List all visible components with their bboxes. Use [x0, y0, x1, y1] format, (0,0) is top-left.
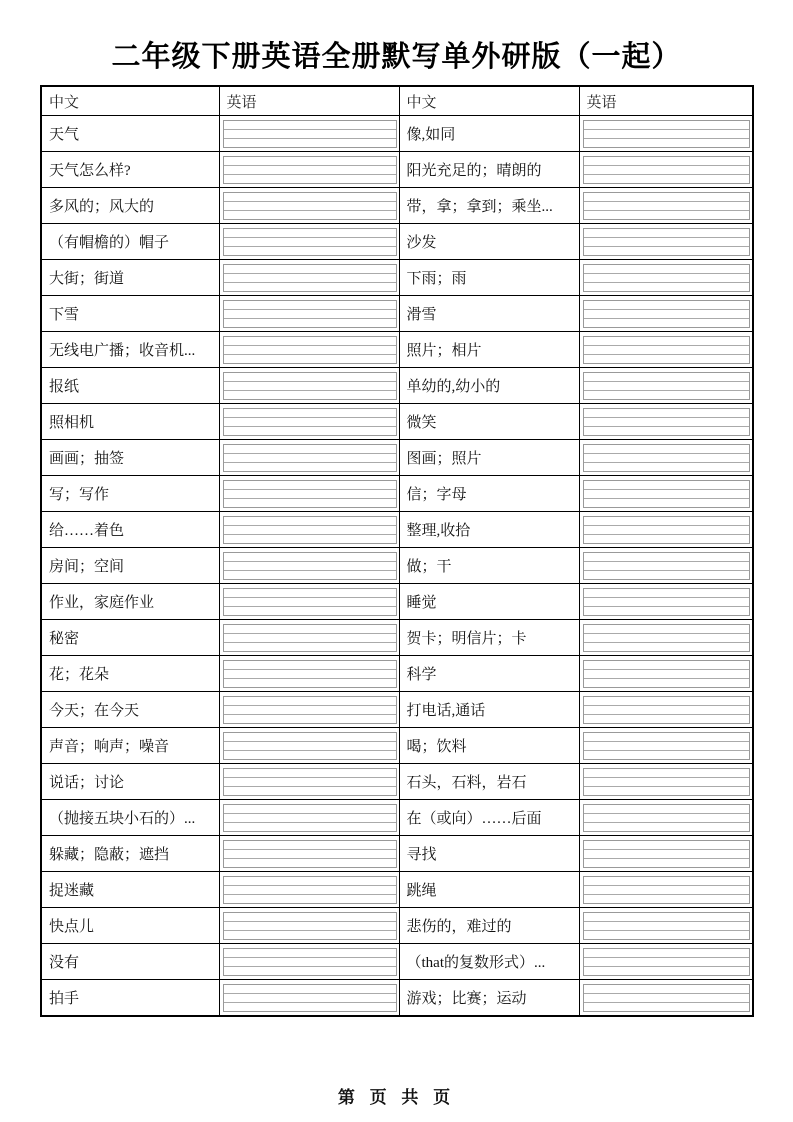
vocab-table — [40, 85, 754, 1017]
english-writing-lines[interactable] — [223, 876, 397, 904]
english-writing-lines[interactable] — [583, 156, 751, 184]
english-writing-lines[interactable] — [583, 840, 751, 868]
english-writing-lines[interactable] — [223, 948, 397, 976]
table-row — [41, 692, 753, 728]
english-answer-cell — [219, 728, 399, 764]
english-writing-lines[interactable] — [583, 912, 751, 940]
chinese-term: 躲藏；隐蔽；遮挡 — [41, 836, 219, 872]
table-row — [41, 512, 753, 548]
english-answer-cell — [219, 476, 399, 512]
english-answer-cell — [219, 656, 399, 692]
english-answer-cell — [219, 548, 399, 584]
english-answer-cell — [219, 764, 399, 800]
english-writing-lines[interactable] — [223, 516, 397, 544]
english-answer-cell — [579, 944, 753, 980]
english-writing-lines[interactable] — [223, 336, 397, 364]
chinese-term: （有帽檐的）帽子 — [41, 224, 219, 260]
english-writing-lines[interactable] — [583, 624, 751, 652]
chinese-term: 做；干 — [399, 548, 579, 584]
english-writing-lines[interactable] — [223, 732, 397, 760]
english-answer-cell — [219, 620, 399, 656]
chinese-term: 跳绳 — [399, 872, 579, 908]
english-writing-lines[interactable] — [223, 408, 397, 436]
chinese-term: 照片；相片 — [399, 332, 579, 368]
chinese-term: 捉迷藏 — [41, 872, 219, 908]
chinese-term: 微笑 — [399, 404, 579, 440]
english-writing-lines[interactable] — [583, 120, 751, 148]
chinese-term: 石头，石料，岩石 — [399, 764, 579, 800]
english-writing-lines[interactable] — [223, 264, 397, 292]
english-writing-lines[interactable] — [223, 912, 397, 940]
english-answer-cell — [579, 980, 753, 1017]
english-answer-cell — [579, 728, 753, 764]
chinese-term: 图画；照片 — [399, 440, 579, 476]
table-row — [41, 440, 753, 476]
english-answer-cell — [579, 548, 753, 584]
table-row — [41, 800, 753, 836]
table-row — [41, 836, 753, 872]
table-row — [41, 980, 753, 1017]
english-answer-cell — [579, 260, 753, 296]
table-row — [41, 728, 753, 764]
english-answer-cell — [579, 296, 753, 332]
chinese-term: 作业，家庭作业 — [41, 584, 219, 620]
english-writing-lines[interactable] — [583, 192, 751, 220]
english-writing-lines[interactable] — [223, 372, 397, 400]
english-answer-cell — [579, 872, 753, 908]
english-writing-lines[interactable] — [223, 228, 397, 256]
chinese-term: 拍手 — [41, 980, 219, 1017]
english-writing-lines[interactable] — [583, 408, 751, 436]
english-writing-lines[interactable] — [223, 984, 397, 1012]
english-writing-lines[interactable] — [583, 300, 751, 328]
english-writing-lines[interactable] — [583, 696, 751, 724]
english-writing-lines[interactable] — [223, 624, 397, 652]
english-writing-lines[interactable] — [583, 588, 751, 616]
english-writing-lines[interactable] — [223, 588, 397, 616]
chinese-term: 寻找 — [399, 836, 579, 872]
table-row — [41, 260, 753, 296]
chinese-term: 整理,收拾 — [399, 512, 579, 548]
chinese-term: 睡觉 — [399, 584, 579, 620]
english-writing-lines[interactable] — [583, 444, 751, 472]
english-writing-lines[interactable] — [223, 660, 397, 688]
table-row — [41, 548, 753, 584]
english-answer-cell — [219, 440, 399, 476]
english-answer-cell — [579, 368, 753, 404]
table-row — [41, 584, 753, 620]
english-writing-lines[interactable] — [583, 804, 751, 832]
table-row — [41, 476, 753, 512]
table-row — [41, 872, 753, 908]
table-row — [41, 620, 753, 656]
table-row — [41, 152, 753, 188]
header-english-2: 英语 — [579, 86, 753, 116]
english-writing-lines[interactable] — [583, 372, 751, 400]
english-writing-lines[interactable] — [223, 444, 397, 472]
english-writing-lines[interactable] — [583, 876, 751, 904]
chinese-term: 没有 — [41, 944, 219, 980]
english-answer-cell — [219, 224, 399, 260]
english-answer-cell — [579, 656, 753, 692]
english-answer-cell — [219, 512, 399, 548]
english-answer-cell — [579, 620, 753, 656]
english-writing-lines[interactable] — [223, 696, 397, 724]
english-writing-lines[interactable] — [583, 264, 751, 292]
header-chinese-1: 中文 — [41, 86, 219, 116]
table-row — [41, 908, 753, 944]
chinese-term: 报纸 — [41, 368, 219, 404]
english-answer-cell — [219, 116, 399, 152]
english-answer-cell — [579, 404, 753, 440]
chinese-term: （that的复数形式）... — [399, 944, 579, 980]
english-answer-cell — [219, 980, 399, 1017]
chinese-term: 声音；响声；噪音 — [41, 728, 219, 764]
chinese-term: 无线电广播；收音机... — [41, 332, 219, 368]
english-writing-lines[interactable] — [223, 804, 397, 832]
english-writing-lines[interactable] — [223, 768, 397, 796]
english-answer-cell — [219, 332, 399, 368]
chinese-term: 阳光充足的；晴朗的 — [399, 152, 579, 188]
english-answer-cell — [579, 116, 753, 152]
chinese-term: 沙发 — [399, 224, 579, 260]
chinese-term: 大街；街道 — [41, 260, 219, 296]
chinese-term: （抛接五块小石的）... — [41, 800, 219, 836]
english-writing-lines[interactable] — [223, 552, 397, 580]
english-answer-cell — [579, 800, 753, 836]
table-row — [41, 116, 753, 152]
chinese-term: 写；写作 — [41, 476, 219, 512]
chinese-term: 下雨；雨 — [399, 260, 579, 296]
english-answer-cell — [219, 692, 399, 728]
english-writing-lines[interactable] — [583, 732, 751, 760]
english-answer-cell — [219, 944, 399, 980]
chinese-term: 房间；空间 — [41, 548, 219, 584]
chinese-term: 秘密 — [41, 620, 219, 656]
chinese-term: 滑雪 — [399, 296, 579, 332]
english-writing-lines[interactable] — [583, 516, 751, 544]
english-answer-cell — [579, 188, 753, 224]
english-writing-lines[interactable] — [583, 336, 751, 364]
english-answer-cell — [579, 764, 753, 800]
english-answer-cell — [219, 152, 399, 188]
english-answer-cell — [219, 836, 399, 872]
chinese-term: 像,如同 — [399, 116, 579, 152]
chinese-term: 多风的；风大的 — [41, 188, 219, 224]
chinese-term: 说话；讨论 — [41, 764, 219, 800]
english-writing-lines[interactable] — [223, 840, 397, 868]
chinese-term: 照相机 — [41, 404, 219, 440]
chinese-term: 下雪 — [41, 296, 219, 332]
header-row — [41, 86, 753, 116]
chinese-term: 天气怎么样? — [41, 152, 219, 188]
chinese-term: 给……着色 — [41, 512, 219, 548]
english-answer-cell — [579, 476, 753, 512]
english-answer-cell — [579, 512, 753, 548]
table-row — [41, 188, 753, 224]
english-answer-cell — [579, 692, 753, 728]
chinese-term: 在（或向）……后面 — [399, 800, 579, 836]
english-answer-cell — [219, 188, 399, 224]
english-writing-lines[interactable] — [223, 120, 397, 148]
chinese-term: 喝；饮料 — [399, 728, 579, 764]
english-answer-cell — [579, 152, 753, 188]
english-writing-lines[interactable] — [583, 552, 751, 580]
chinese-term: 带，拿；拿到；乘坐... — [399, 188, 579, 224]
english-writing-lines[interactable] — [223, 480, 397, 508]
chinese-term: 信；字母 — [399, 476, 579, 512]
chinese-term: 快点儿 — [41, 908, 219, 944]
english-answer-cell — [219, 908, 399, 944]
table-row — [41, 224, 753, 260]
table-row — [41, 944, 753, 980]
english-answer-cell — [219, 404, 399, 440]
english-answer-cell — [579, 440, 753, 476]
chinese-term: 贺卡；明信片；卡 — [399, 620, 579, 656]
english-answer-cell — [579, 224, 753, 260]
page-footer: 第 页 共 页 — [337, 1088, 456, 1107]
table-row — [41, 296, 753, 332]
header-english-1: 英语 — [219, 86, 399, 116]
chinese-term: 花；花朵 — [41, 656, 219, 692]
english-answer-cell — [219, 584, 399, 620]
english-writing-lines[interactable] — [583, 228, 751, 256]
english-answer-cell — [219, 872, 399, 908]
table-row — [41, 332, 753, 368]
header-chinese-2: 中文 — [399, 86, 579, 116]
english-writing-lines[interactable] — [223, 300, 397, 328]
chinese-term: 悲伤的，难过的 — [399, 908, 579, 944]
chinese-term: 今天；在今天 — [41, 692, 219, 728]
table-row — [41, 368, 753, 404]
chinese-term: 科学 — [399, 656, 579, 692]
chinese-term: 游戏；比赛；运动 — [399, 980, 579, 1017]
english-answer-cell — [219, 800, 399, 836]
table-row — [41, 656, 753, 692]
chinese-term: 画画；抽签 — [41, 440, 219, 476]
page-title: 二年级下册英语全册默写单外研版（一起） — [111, 41, 682, 73]
english-answer-cell — [579, 584, 753, 620]
english-writing-lines[interactable] — [583, 984, 751, 1012]
english-writing-lines[interactable] — [583, 480, 751, 508]
english-answer-cell — [219, 368, 399, 404]
english-writing-lines[interactable] — [583, 768, 751, 796]
chinese-term: 打电话,通话 — [399, 692, 579, 728]
chinese-term: 天气 — [41, 116, 219, 152]
table-row — [41, 404, 753, 440]
english-answer-cell — [219, 296, 399, 332]
english-answer-cell — [579, 908, 753, 944]
english-answer-cell — [219, 260, 399, 296]
english-writing-lines[interactable] — [223, 192, 397, 220]
english-writing-lines[interactable] — [583, 660, 751, 688]
table-row — [41, 764, 753, 800]
english-writing-lines[interactable] — [223, 156, 397, 184]
english-writing-lines[interactable] — [583, 948, 751, 976]
english-answer-cell — [579, 332, 753, 368]
chinese-term: 单幼的,幼小的 — [399, 368, 579, 404]
english-answer-cell — [579, 836, 753, 872]
